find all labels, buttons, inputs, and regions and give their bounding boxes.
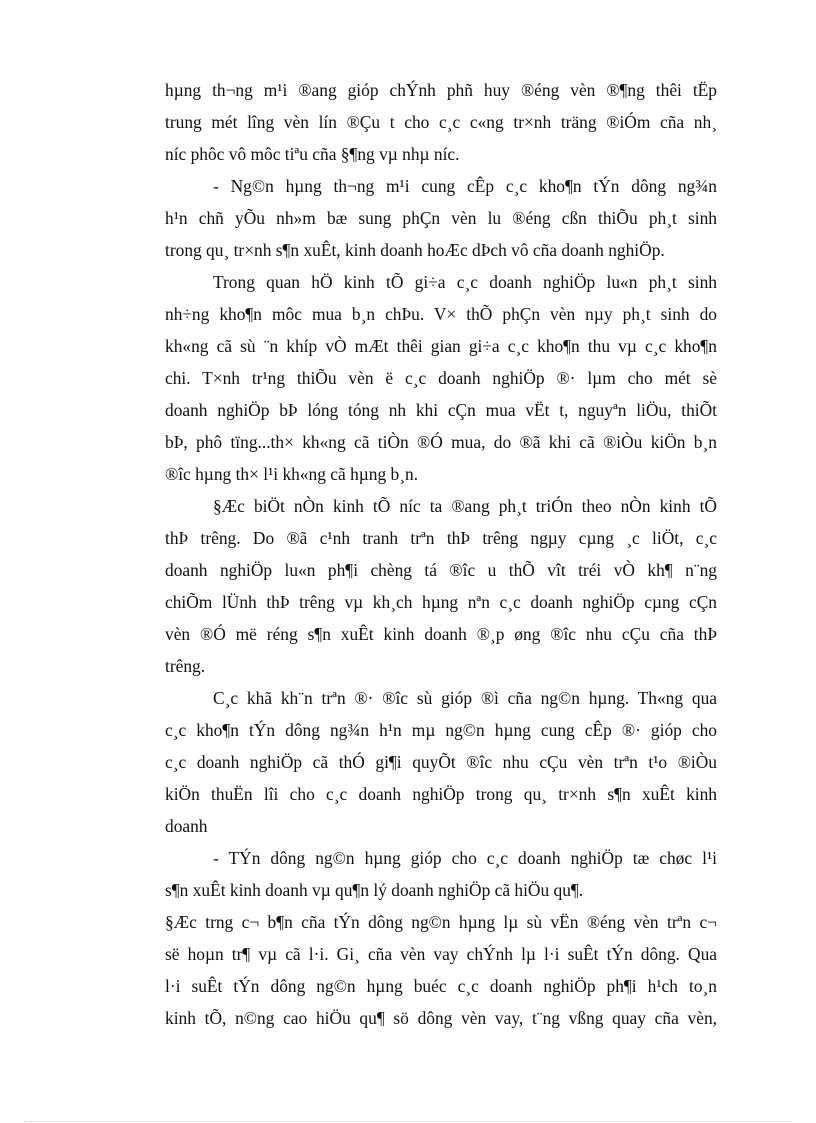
text-line: h¹n chñ yÕu nh»m bæ sung phÇn vèn lu ®éng cßn thiÕu ph¸t sinh xyxy=(165,208,717,228)
page-bottom-divider xyxy=(24,1121,792,1122)
paragraph-7 xyxy=(165,906,717,1034)
text-line: trung mét lîng vèn lín ®Çu t cho c¸c c«ng tr×nh träng ®iÓm cña nh¸ xyxy=(165,112,717,132)
document-body xyxy=(165,74,717,1034)
text-line: kh«ng cã sù ¨n khíp vÒ mÆt thêi gian gi÷a c¸c kho¶n thu vµ c¸c kho¶n xyxy=(165,336,717,356)
text-line: doanh nghiÖp bÞ lóng tóng nh khi cÇn mua vËt t, nguyªn liÖu, thiÕt xyxy=(165,400,717,420)
paragraph-2 xyxy=(165,170,717,266)
paragraph-6 xyxy=(165,842,717,906)
paragraph-4 xyxy=(165,490,717,682)
text-line: C¸c khã kh¨n trªn ®· ®îc sù gióp ®ì cña ng©n hµng. Th«ng qua xyxy=(213,688,717,708)
text-line: chi. T×nh tr¹ng thiÕu vèn ë c¸c doanh nghiÖp ®· lµm cho mét sè xyxy=(165,368,717,388)
text-line: §Æc biÖt nÒn kinh tÕ níc ta ®ang ph¸t triÓn theo nÒn kinh tÕ xyxy=(213,496,717,516)
text-line: kiÖn thuËn lîi cho c¸c doanh nghiÖp trong qu¸ tr×nh s¶n xuÊt kinh xyxy=(165,784,717,804)
text-line: s¶n xuÊt kinh doanh vµ qu¶n lý doanh nghiÖp cã hiÖu qu¶. xyxy=(165,880,584,900)
text-line: kinh tÕ, n©ng cao hiÖu qu¶ sö dông vèn vay, t¨ng vßng quay cña vèn, xyxy=(165,1008,717,1028)
text-line: níc phôc vô môc tiªu cña §¶ng vµ nhµ níc. xyxy=(165,144,460,164)
text-line: chiÕm lÜnh thÞ trêng vµ kh¸ch hµng nªn c¸c doanh nghiÖp cµng cÇn xyxy=(165,592,717,612)
text-line: vèn ®Ó më réng s¶n xuÊt kinh doanh ®¸p øng ®îc nhu cÇu cña thÞ xyxy=(165,624,717,644)
paragraph-5 xyxy=(165,682,717,842)
paragraph-3 xyxy=(165,266,717,490)
text-line: doanh nghiÖp lu«n ph¶i chèng tá ®îc u thÕ vît tréi vÒ kh¶ n¨ng xyxy=(165,560,717,580)
text-line: nh÷ng kho¶n môc mua b¸n chÞu. V× thÕ phÇn vèn nµy ph¸t sinh do xyxy=(165,304,717,324)
text-line: c¸c kho¶n tÝn dông ng¾n h¹n mµ ng©n hµng cung cÊp ®· gióp cho xyxy=(165,720,717,740)
text-line: trêng. xyxy=(165,656,206,676)
text-line: Trong quan hÖ kinh tÕ gi÷a c¸c doanh nghiÖp lu«n ph¸t sinh xyxy=(213,272,717,292)
text-line: doanh xyxy=(165,816,208,836)
text-line: §Æc trng c¬ b¶n cña tÝn dông ng©n hµng lµ sù vËn ®éng vèn trªn c¬ xyxy=(165,912,717,932)
text-line: l·i suÊt tÝn dông ng©n hµng buéc c¸c doanh nghiÖp ph¶i h¹ch to¸n xyxy=(165,976,717,996)
text-line: - TÝn dông ng©n hµng gióp cho c¸c doanh nghiÖp tæ chøc l¹i xyxy=(213,848,717,868)
text-line: - Ng©n hµng th¬ng m¹i cung cÊp c¸c kho¶n tÝn dông ng¾n xyxy=(213,176,717,196)
text-line: trong qu¸ tr×nh s¶n xuÊt, kinh doanh hoÆc dÞch vô cña doanh nghiÖp. xyxy=(165,240,665,260)
text-line: c¸c doanh nghiÖp cã thÓ gi¶i quyÕt ®îc nhu cÇu vèn trªn t¹o ®iÒu xyxy=(165,752,717,772)
text-line: bÞ, phô tïng...th× kh«ng cã tiÒn ®Ó mua, do ®ã khi cã ®iÒu kiÖn b¸n xyxy=(165,432,717,452)
text-line: thÞ trêng. Do ®ã c¹nh tranh trªn thÞ trêng ngµy cµng ¸c liÖt, c¸c xyxy=(165,528,717,548)
text-line: së hoµn tr¶ vµ cã l·i. Gi¸ cña vèn vay chÝnh lµ l·i suÊt tÝn dông. Qua xyxy=(165,944,717,964)
text-line: hµng th¬ng m¹i ®ang gióp chÝnh phñ huy ®éng vèn ®¶ng thêi tËp xyxy=(165,80,717,100)
paragraph-1 xyxy=(165,74,717,170)
text-line: ®îc hµng th× l¹i kh«ng cã hµng b¸n. xyxy=(165,464,419,484)
